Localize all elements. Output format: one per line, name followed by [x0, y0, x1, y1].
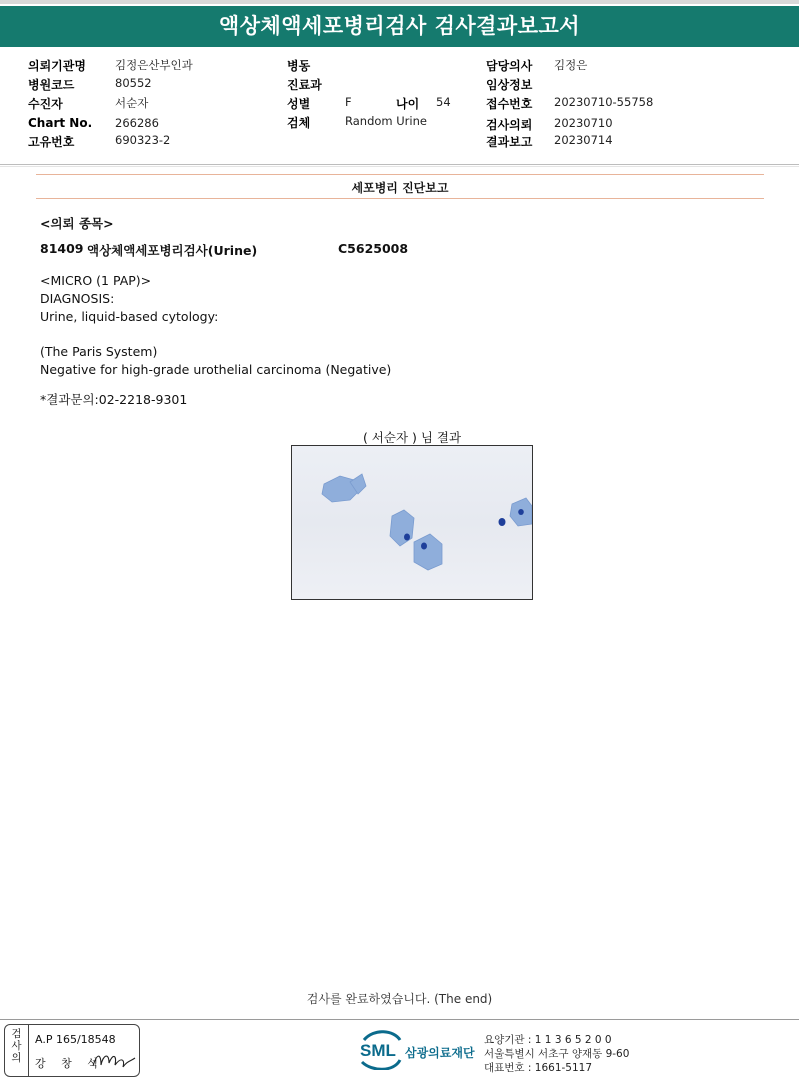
- report-title: 액상체액세포병리검사 검사결과보고서: [0, 6, 799, 47]
- field-value: 20230710-55758: [554, 95, 654, 109]
- request-header: <의뢰 종목>: [40, 216, 114, 231]
- contact-line: *결과문의:02-2218-9301: [40, 392, 188, 407]
- stamp-side-label: 검 사 의: [5, 1025, 29, 1076]
- field-request-date: [486, 116, 532, 133]
- field-value: 서순자: [115, 96, 149, 110]
- section-title: 세포병리 진단보고: [351, 181, 449, 195]
- field-value: 266286: [115, 116, 159, 130]
- field-label: 수진자: [28, 97, 63, 111]
- field-label: 성별: [287, 97, 311, 111]
- field-age: [396, 95, 419, 112]
- field-label: 진료과: [287, 78, 322, 92]
- diagnosis-result: Negative for high-grade urothelial carcinoma (Negative): [40, 362, 392, 377]
- footer-address: 서울특별시 서초구 양재동 9-60: [484, 1048, 630, 1060]
- specimen-line: Urine, liquid-based cytology:: [40, 309, 219, 324]
- field-specimen: [287, 114, 310, 131]
- field-value: 54: [436, 95, 451, 109]
- request-name: 액상체액세포병리검사(Urine): [87, 243, 258, 258]
- stamp-license: A.P 165/18548: [35, 1033, 116, 1046]
- field-department: [287, 76, 322, 93]
- request-code: 81409: [40, 241, 84, 256]
- field-attending-doctor: [486, 57, 532, 74]
- field-clinical-info: [486, 76, 532, 93]
- pathologist-stamp: [4, 1024, 140, 1077]
- field-label: 검사의뢰: [486, 118, 533, 132]
- field-value: 김정은: [554, 58, 588, 72]
- field-label: 의뢰기관명: [28, 59, 86, 73]
- field-label: 담당의사: [486, 59, 533, 73]
- cytology-cells-image: [292, 446, 532, 599]
- institution-name: 삼광의료재단: [405, 1046, 475, 1060]
- paris-system-line: (The Paris System): [40, 344, 158, 359]
- field-label: 결과보고: [486, 135, 533, 149]
- signature-icon: [91, 1049, 137, 1071]
- field-value: 80552: [115, 76, 152, 90]
- cytology-micrograph: [291, 445, 533, 600]
- footer-phone: 대표번호 : 1661-5117: [484, 1062, 593, 1074]
- field-label: 병동: [287, 59, 311, 73]
- header-divider-shadow: [0, 166, 799, 167]
- field-label: 접수번호: [486, 97, 533, 111]
- field-value: 20230710: [554, 116, 613, 130]
- footer-institution-code: 요양기관 : 1 1 3 6 5 2 0 0: [484, 1034, 612, 1046]
- svg-text:SML: SML: [360, 1041, 396, 1060]
- diagnosis-label: DIAGNOSIS:: [40, 291, 115, 306]
- field-value: F: [345, 95, 352, 109]
- field-referring-institution: [28, 57, 86, 74]
- footer-divider: [0, 1019, 799, 1020]
- field-label: 병원코드: [28, 78, 75, 92]
- image-caption: ( 서순자 ) 님 결과: [362, 430, 462, 445]
- field-accession-no: [486, 95, 532, 112]
- request-id: C5625008: [338, 241, 409, 256]
- field-sex: [287, 95, 310, 112]
- field-value: 김정은산부인과: [115, 58, 193, 72]
- field-chart-no: [28, 116, 92, 130]
- micro-header: <MICRO (1 PAP)>: [40, 273, 152, 288]
- field-label: 검체: [287, 116, 311, 130]
- field-hospital-code: [28, 76, 74, 93]
- field-label: 나이: [396, 97, 420, 111]
- stamp-name: 강 창 석: [35, 1057, 104, 1070]
- section-divider-top: [36, 174, 764, 175]
- top-border: [0, 0, 799, 4]
- field-label: Chart No.: [28, 116, 93, 130]
- end-of-report: 검사를 완료하였습니다. (The end): [306, 992, 493, 1006]
- field-ward: [287, 57, 310, 74]
- field-report-date: [486, 133, 532, 150]
- field-label: 고유번호: [28, 135, 75, 149]
- field-value: 20230714: [554, 133, 613, 147]
- header-divider: [0, 164, 799, 165]
- field-patient: [28, 95, 63, 112]
- field-value: Random Urine: [345, 114, 427, 128]
- section-divider-bottom: [36, 198, 764, 199]
- field-label: 임상정보: [486, 78, 533, 92]
- field-unique-id: [28, 133, 74, 150]
- field-value: 690323-2: [115, 133, 171, 147]
